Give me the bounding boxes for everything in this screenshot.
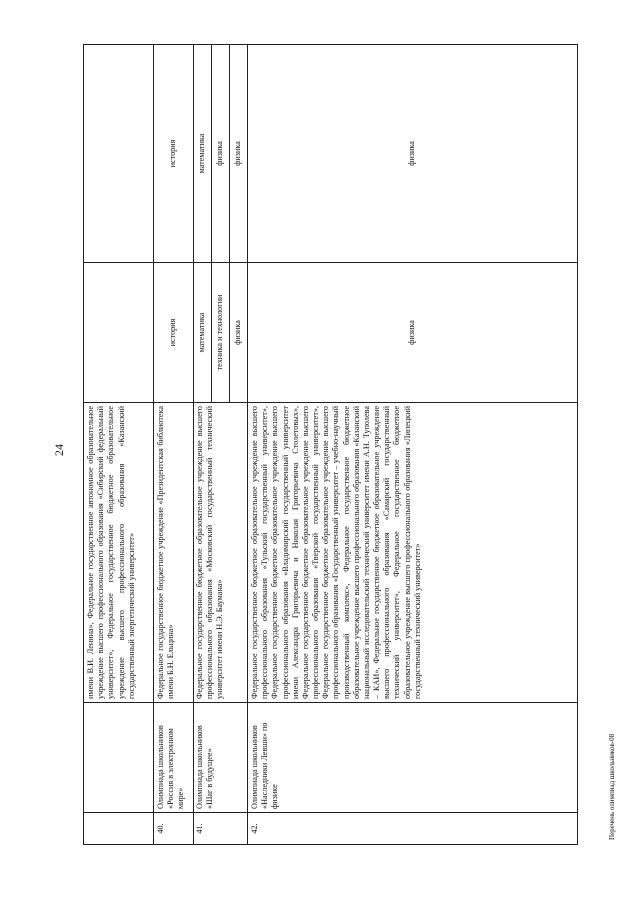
- page-number: 24: [52, 444, 66, 456]
- olympiad-name: Олимпиада школьников «Россия в электронном мире»: [154, 703, 194, 813]
- profile-subject: история: [154, 263, 194, 403]
- table-row: [194, 45, 212, 845]
- related-subject: физика: [230, 45, 248, 263]
- rotated-page-content: [83, 45, 578, 845]
- olympiad-name: Олимпиада школьников «Шаг в будущее»: [194, 703, 248, 813]
- olympiad-name: [84, 703, 154, 813]
- organizers-text: имени В.И. Ленина», Федеральное государственное автономное образовательное учреждение высшего профессионального образования «Сибирский федеральный университет», Федеральное государственное бюджетное образовательное учреждение высшего профессионального образования «Казанский государственный энергетический университет»: [84, 403, 154, 703]
- olympiad-table: [83, 44, 578, 845]
- profile-subject: физика: [248, 263, 578, 403]
- related-subject: [84, 45, 154, 263]
- organizers-text: Федеральное государственное бюджетное образовательное учреждение высшего профессионального образования «Московский государственный технический университет имени Н.Э. Баумана»: [194, 403, 248, 703]
- organizers-text: Федеральное государственное бюджетное учреждение «Президентская библиотека имени Б.Н. Ельцина»: [154, 403, 194, 703]
- related-subject: физика: [248, 45, 578, 263]
- profile-subject: физика: [230, 263, 248, 403]
- table-row: [154, 45, 194, 845]
- olympiad-name: Олимпиада школьников «Наследники Левши» по физике: [248, 703, 578, 813]
- row-number: 40.: [154, 813, 194, 845]
- row-number: 41.: [194, 813, 248, 845]
- organizers-text: Федеральное государственное бюджетное образовательное учреждение высшего профессионального образования «Тульский государственный университет», Федеральное государственное бюджетное образовательное учреждение высшего профессионального образования «Владимирский государственный университет имени Александра Григорьевича и Николая Григорьевича Столетовых», Федеральное государственное бюджетное образовательное учреждение высшего профессионального образования «Тверской государственный университет», Федеральное государственное бюджетное образовательное учреждение высшего профессионального образования «Государственный университет – учебно-научный производственный комплекс», Федеральное государственное бюджетное образовательное учреждение высшего профессионального образования «Казанский национальный исследовательский технический университет имени А.Н. Туполева – КАИ», Федеральное государственное бюджетное образовательное учреждение высшего профессионального образования «Самарский государственный технический университет», Федеральное государственное бюджетное образовательное учреждение высшего профессионального образования «Липецкий государственный технический университет»: [248, 403, 578, 703]
- profile-subject: математика: [194, 263, 212, 403]
- table-row: [84, 45, 154, 845]
- profile-subject: техника и технологии: [212, 263, 230, 403]
- table-row: [248, 45, 578, 845]
- related-subject: математика: [194, 45, 212, 263]
- footer-note: Перечень олимпиад школьников-08: [608, 733, 616, 840]
- profile-subject: [84, 263, 154, 403]
- related-subject: история: [154, 45, 194, 263]
- row-number: [84, 813, 154, 845]
- row-number: 42.: [248, 813, 578, 845]
- related-subject: физика: [212, 45, 230, 263]
